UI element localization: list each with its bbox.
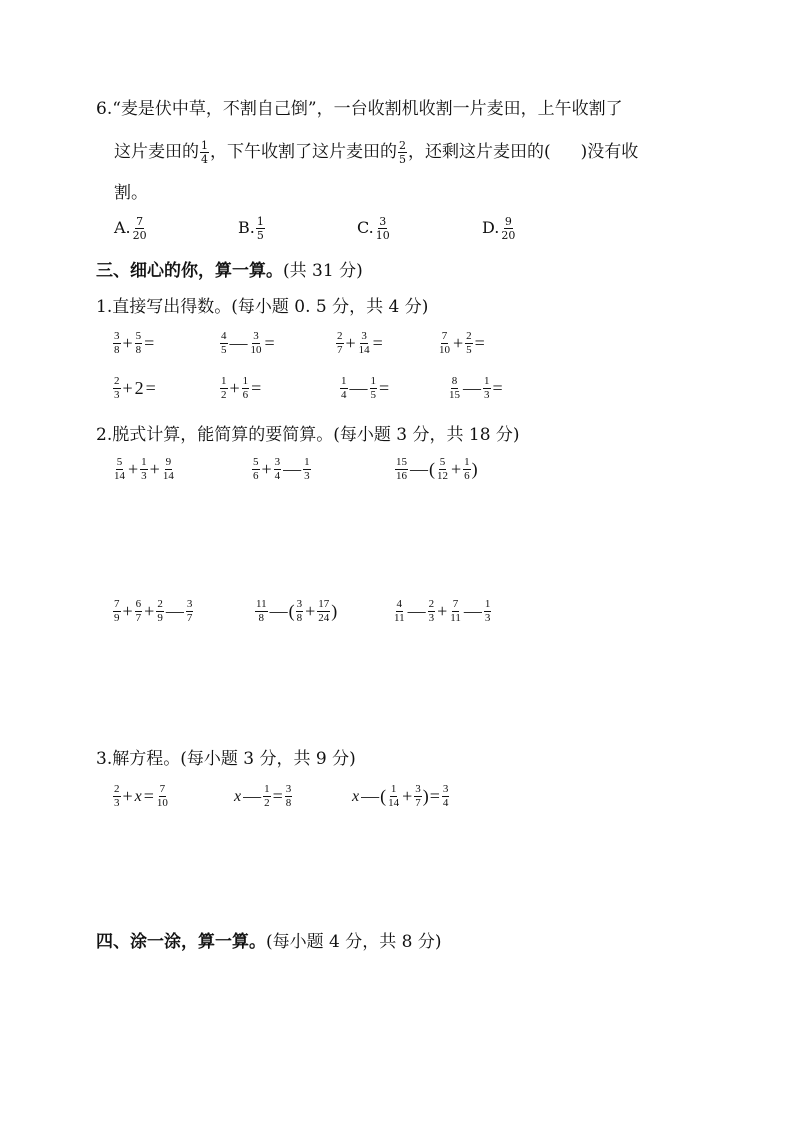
q6-text-c: ，还剩这片麦田的( [408, 142, 551, 162]
section4-title: 四、涂一涂，算一算。(每小题 4 分，共 8 分) [96, 932, 442, 952]
s3q2-expr-1: $\frac{5}{14}$ + $\frac{1}{3}$ + $\frac{9}{14}$ [114, 456, 174, 482]
s3q1-expr-5: $\frac{2}{3}$ + 2 = [114, 375, 156, 401]
q6-line1: 6.“麦是伏中草，不割自己倒”，一台收割机收割一片麦田，上午收割了 [96, 99, 623, 119]
q6-text-a: 这片麦田的 [114, 142, 199, 162]
s3q2-title: 2.脱式计算，能简算的要简算。(每小题 3 分，共 18 分) [96, 425, 520, 445]
s3q2-expr-4: $\frac{7}{9}$ + $\frac{6}{7}$ + $\frac{2}{9}$ — $\frac{3}{7}$ [114, 598, 193, 624]
s3q2-expr-2: $\frac{5}{6}$ + $\frac{3}{4}$ — $\frac{1}{3}$ [253, 456, 310, 482]
s3q1-expr-2: $\frac{4}{5}$ — $\frac{3}{10}$ = [221, 330, 275, 356]
q6-text-d: )没有收 [580, 142, 639, 162]
s3q3-title: 3.解方程。(每小题 3 分，共 9 分) [96, 749, 356, 769]
s3q3-eq-1: $\frac{2}{3}$ + x = $\frac{7}{10}$ [114, 783, 168, 809]
s3q1-expr-7: $\frac{1}{4}$ — $\frac{1}{5}$ = [341, 375, 390, 401]
option-b[interactable]: B. $\frac{1}{5}$ [238, 215, 264, 242]
s3q1-expr-4: $\frac{7}{10}$ + $\frac{2}{5}$ = [439, 330, 485, 356]
option-d[interactable]: D. $\frac{9}{20}$ [482, 215, 516, 242]
s3q2-expr-3: $\frac{15}{16}$ —( $\frac{5}{12}$ + $\frac{1}{6}$ ) [396, 456, 478, 482]
s3q1-expr-6: $\frac{1}{2}$ + $\frac{1}{6}$ = [221, 375, 262, 401]
s3q1-expr-1: $\frac{3}{8}$ + $\frac{5}{8}$ = [114, 330, 155, 356]
q6-line3: 割。 [114, 183, 148, 203]
s3q1-title: 1.直接写出得数。(每小题 0. 5 分，共 4 分) [96, 297, 429, 317]
s3q3-eq-2: x — $\frac{1}{2}$ = $\frac{3}{8}$ [234, 783, 292, 809]
option-c[interactable]: C. $\frac{3}{10}$ [357, 215, 390, 242]
section3-title: 三、细心的你，算一算。(共 31 分) [96, 261, 363, 281]
option-a[interactable]: A. $\frac{7}{20}$ [114, 215, 147, 242]
q6-frac-afternoon: $\frac{2}{5}$ [399, 139, 406, 166]
q6-line2 [114, 140, 638, 165]
q6-text-b: ，下午收割了这片麦田的 [210, 142, 397, 162]
q6-frac-morning: $\frac{1}{4}$ [201, 139, 208, 166]
s3q2-expr-5: $\frac{11}{8}$ —( $\frac{3}{8}$ + $\frac{17}{24}$ ) [256, 598, 338, 624]
s3q2-expr-6: $\frac{4}{11}$ — $\frac{2}{3}$ + $\frac{7}{11}$ — $\frac{1}{3}$ [394, 598, 491, 624]
s3q1-expr-3: $\frac{2}{7}$ + $\frac{3}{14}$ = [337, 330, 383, 356]
s3q3-eq-3: x —( $\frac{1}{14}$ + $\frac{3}{7}$ )= $\frac{3}{4}$ [352, 783, 449, 809]
s3q1-expr-8: $\frac{8}{15}$ — $\frac{1}{3}$ = [449, 375, 503, 401]
